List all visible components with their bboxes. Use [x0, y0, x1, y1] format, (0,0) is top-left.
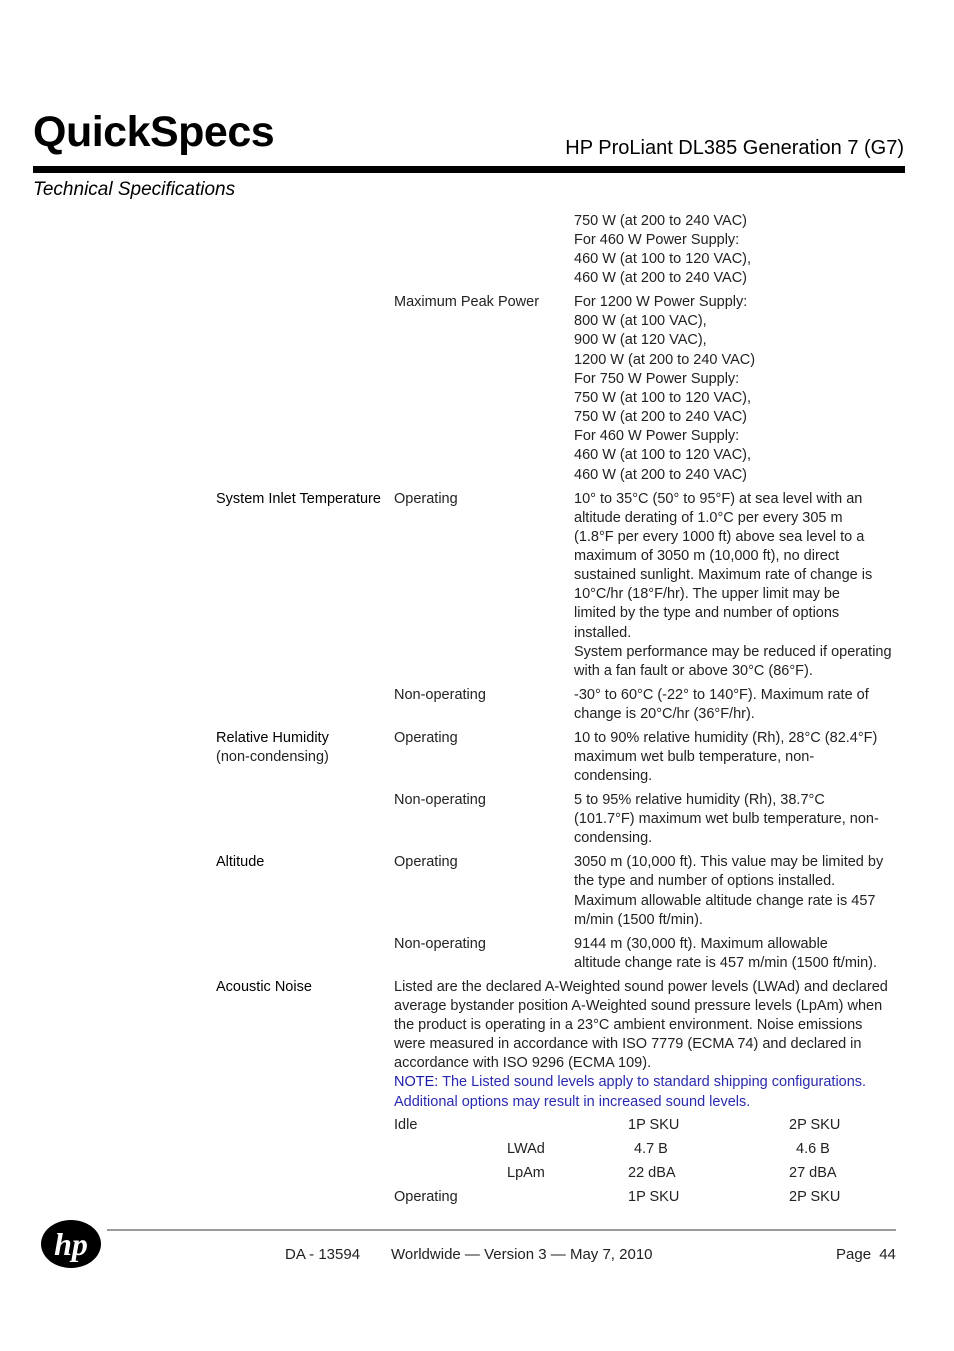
inlet-temp-operating-line: 10°C/hr (18°F/hr). The upper limit may be — [574, 586, 840, 602]
peak-power-line: 900 W (at 120 VAC), — [574, 332, 707, 348]
section-title: Technical Specifications — [33, 179, 236, 200]
altitude-operating-label: Operating — [394, 854, 458, 870]
note-text: The Listed sound levels apply to standard shipping configurations. — [442, 1074, 867, 1090]
humidity-operating-line: 10 to 90% relative humidity (Rh), 28°C (82.4°F) — [574, 730, 878, 746]
acoustic-operating-col-1p: 1P SKU — [628, 1189, 680, 1205]
peak-power-line: For 1200 W Power Supply: — [574, 294, 748, 310]
altitude-operating-line: the type and number of options installed. — [574, 873, 836, 889]
inlet-temp-nonop-label: Non-operating — [394, 687, 486, 703]
header-rule — [33, 166, 905, 173]
acoustic-col-1p: 1P SKU — [628, 1117, 680, 1133]
note-text-continued: Additional options may result in increased sound levels. — [394, 1094, 751, 1110]
acoustic-idle-label: Idle — [394, 1117, 418, 1133]
peak-power-label: Maximum Peak Power — [394, 294, 540, 310]
footer-page-number: 44 — [879, 1246, 896, 1263]
peak-power-line: 1200 W (at 200 to 240 VAC) — [574, 352, 756, 368]
acoustic-note — [394, 1073, 866, 1092]
acoustic-desc-line: were measured in accordance with ISO 7779 (ECMA 74) and declared in — [394, 1036, 862, 1052]
acoustic-label: Acoustic Noise — [216, 979, 312, 995]
peak-power-line: For 460 W Power Supply: — [574, 428, 740, 444]
power-continued-line: For 460 W Power Supply: — [574, 232, 740, 248]
inlet-temp-operating-line: with a fan fault or above 30°C (86°F). — [574, 663, 813, 679]
inlet-temp-operating-line: altitude derating of 1.0°C per every 305 m — [574, 510, 843, 526]
altitude-operating-line: m/min (1500 ft/min). — [574, 912, 703, 928]
humidity-operating-label: Operating — [394, 730, 458, 746]
inlet-temp-operating-line: 10° to 35°C (50° to 95°F) at sea level with an — [574, 491, 863, 507]
humidity-operating-line: maximum wet bulb temperature, non- — [574, 749, 815, 765]
footer-page-label: Page — [836, 1246, 872, 1263]
acoustic-lwad-1p: 4.7 B — [634, 1141, 668, 1157]
humidity-sublabel: (non-condensing) — [216, 749, 329, 765]
acoustic-lwad-2p: 4.6 B — [796, 1141, 830, 1157]
footer-doc-id: DA - 13594 — [285, 1246, 361, 1263]
peak-power-line: 460 W (at 200 to 240 VAC) — [574, 467, 748, 483]
peak-power-line: For 750 W Power Supply: — [574, 371, 740, 387]
humidity-label: Relative Humidity — [216, 730, 329, 746]
hp-logo — [40, 1219, 102, 1269]
acoustic-desc-line: the product is operating in a 23°C ambient environment. Noise emissions — [394, 1017, 863, 1033]
acoustic-desc-line: Listed are the declared A-Weighted sound power levels (LWAd) and declared — [394, 979, 888, 995]
hp-logo-text: hp — [54, 1226, 88, 1262]
inlet-temp-nonop-line: change is 20°C/hr (36°F/hr). — [574, 706, 755, 722]
footer-page — [836, 1246, 896, 1263]
inlet-temp-operating-line: System performance may be reduced if operating — [574, 644, 892, 660]
power-continued-line: 750 W (at 200 to 240 VAC) — [574, 213, 748, 229]
acoustic-lwad-label: LWAd — [507, 1141, 545, 1157]
humidity-nonop-line: (101.7°F) maximum wet bulb temperature, non- — [574, 811, 879, 827]
footer-rule — [107, 1229, 896, 1231]
power-continued-line: 460 W (at 200 to 240 VAC) — [574, 270, 748, 286]
peak-power-line: 800 W (at 100 VAC), — [574, 313, 707, 329]
peak-power-line: 750 W (at 100 to 120 VAC), — [574, 390, 752, 406]
brand-title: QuickSpecs — [33, 108, 275, 156]
acoustic-operating-label: Operating — [394, 1189, 458, 1205]
humidity-nonop-label: Non-operating — [394, 792, 486, 808]
humidity-nonop-line: 5 to 95% relative humidity (Rh), 38.7°C — [574, 792, 825, 808]
peak-power-line: 750 W (at 200 to 240 VAC) — [574, 409, 748, 425]
note-key: NOTE: — [394, 1074, 439, 1090]
altitude-nonop-line: 9144 m (30,000 ft). Maximum allowable — [574, 936, 828, 952]
inlet-temp-operating-line: sustained sunlight. Maximum rate of change is — [574, 567, 873, 583]
acoustic-desc-line: accordance with ISO 9296 (ECMA 109). — [394, 1055, 652, 1071]
inlet-temp-label: System Inlet Temperature — [216, 491, 381, 507]
altitude-nonop-line: altitude change rate is 457 m/min (1500 ft/min). — [574, 955, 878, 971]
humidity-nonop-line: condensing. — [574, 830, 653, 846]
acoustic-lpam-1p: 22 dBA — [628, 1165, 676, 1181]
inlet-temp-operating-line: maximum of 3050 m (10,000 ft), no direct — [574, 548, 840, 564]
inlet-temp-operating-line: (1.8°F per every 1000 ft) above sea level to a — [574, 529, 865, 545]
product-title: HP ProLiant DL385 Generation 7 (G7) — [565, 137, 904, 159]
acoustic-operating-col-2p: 2P SKU — [789, 1189, 841, 1205]
peak-power-line: 460 W (at 100 to 120 VAC), — [574, 447, 752, 463]
humidity-operating-line: condensing. — [574, 768, 653, 784]
inlet-temp-operating-label: Operating — [394, 491, 458, 507]
footer-version: Worldwide — Version 3 — May 7, 2010 — [391, 1246, 653, 1263]
altitude-nonop-label: Non-operating — [394, 936, 486, 952]
altitude-label: Altitude — [216, 854, 265, 870]
inlet-temp-operating-line: installed. — [574, 625, 632, 641]
hp-logo-icon — [40, 1219, 102, 1269]
acoustic-col-2p: 2P SKU — [789, 1117, 841, 1133]
acoustic-desc-line: average bystander position A-Weighted sound pressure levels (LpAm) when — [394, 998, 883, 1014]
power-continued-line: 460 W (at 100 to 120 VAC), — [574, 251, 752, 267]
altitude-operating-line: 3050 m (10,000 ft). This value may be limited by — [574, 854, 884, 870]
inlet-temp-operating-line: limited by the type and number of options — [574, 605, 840, 621]
acoustic-lpam-2p: 27 dBA — [789, 1165, 837, 1181]
acoustic-lpam-label: LpAm — [507, 1165, 545, 1181]
inlet-temp-nonop-line: -30° to 60°C (-22° to 140°F). Maximum rate of — [574, 687, 869, 703]
altitude-operating-line: Maximum allowable altitude change rate is 457 — [574, 893, 876, 909]
